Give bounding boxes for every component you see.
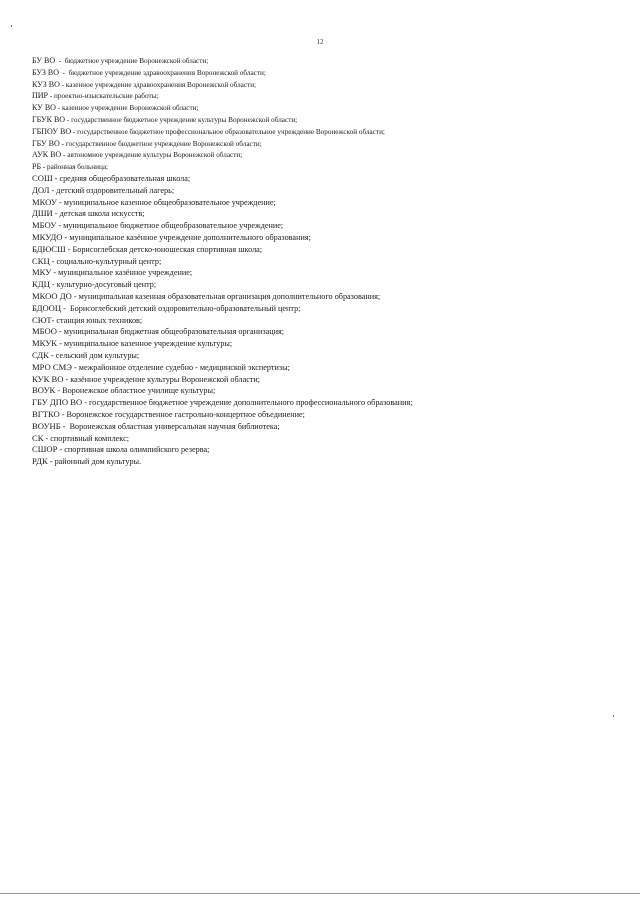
abbreviation-entry xyxy=(32,385,622,397)
abbreviation-term: СДК xyxy=(32,349,49,360)
abbreviation-entry xyxy=(32,374,622,386)
abbreviation-entry xyxy=(32,326,622,338)
abbreviation-separator: - xyxy=(55,386,63,396)
abbreviation-definition: проектно-изыскательские работы; xyxy=(54,92,159,101)
abbreviation-separator: - xyxy=(59,409,67,419)
abbreviation-term: МРО СМЭ xyxy=(32,361,72,372)
abbreviation-entry xyxy=(32,362,622,374)
abbreviation-term: ДОЛ xyxy=(32,184,50,195)
abbreviation-definition: социально-культурный центр; xyxy=(56,256,162,266)
abbreviation-term: СОШ xyxy=(32,172,53,183)
abbreviation-term: МКОО ДО xyxy=(32,290,72,301)
abbreviation-separator: - xyxy=(52,209,60,219)
abbreviation-term: МКУК xyxy=(32,338,58,349)
abbreviation-term: РДК xyxy=(32,456,48,467)
abbreviation-term: ГБПОУ ВО xyxy=(32,126,72,136)
abbreviation-separator: - xyxy=(61,303,70,313)
abbreviation-entry xyxy=(32,267,622,279)
abbreviation-definition: Воронежская областная универсальная научная библиотека; xyxy=(69,421,280,431)
abbreviation-entry xyxy=(32,444,622,456)
abbreviation-definition: казенное учреждение здравоохранения Воронежской области; xyxy=(65,80,257,89)
abbreviation-term: РБ xyxy=(32,162,42,172)
abbreviation-entry xyxy=(32,433,622,445)
abbreviation-entry xyxy=(32,149,622,161)
abbreviation-separator: - xyxy=(65,244,73,254)
abbreviation-definition: государственное бюджетное учреждение Воронежской области; xyxy=(65,139,262,148)
abbreviation-entry xyxy=(32,279,622,291)
abbreviation-entry xyxy=(32,232,622,244)
abbreviation-separator: - xyxy=(59,139,66,148)
abbreviation-separator: - xyxy=(57,339,64,349)
abbreviation-term: БДЮСШ xyxy=(32,243,66,254)
scan-speck xyxy=(11,25,12,27)
abbreviation-definition: районная больница; xyxy=(47,163,109,172)
abbreviation-term: ВОУНБ xyxy=(32,420,61,431)
abbreviation-entry xyxy=(32,220,622,232)
abbreviation-entry xyxy=(32,291,622,303)
abbreviation-term: ПИР xyxy=(32,91,49,101)
abbreviation-term: СЮТ xyxy=(32,314,52,325)
abbreviation-definition: муниципальное казённое учреждение; xyxy=(58,268,193,278)
abbreviation-term: БУ ВО xyxy=(32,56,56,65)
abbreviation-entry xyxy=(32,244,622,256)
abbreviation-definition: бюджетное учреждение Воронежской области; xyxy=(64,57,209,65)
abbreviation-entry xyxy=(32,114,622,126)
abbreviation-definition: Воронежское областное училище культуры; xyxy=(62,386,216,396)
abbreviation-definition: детская школа искусств; xyxy=(59,209,145,219)
abbreviation-separator: - xyxy=(65,115,72,124)
abbreviation-definition: муниципальное казённое учреждение дополнительного образования; xyxy=(69,232,311,242)
abbreviation-entry xyxy=(32,126,622,138)
abbreviation-separator: - xyxy=(57,445,65,455)
abbreviation-entry xyxy=(32,55,622,67)
abbreviation-definition: Воронежское государственное гастрольно-концертное объединение; xyxy=(66,409,305,419)
abbreviation-definition: бюджетное учреждение здравоохранения Воронежской области; xyxy=(68,68,266,77)
abbreviation-term: БДООЦ xyxy=(32,302,62,313)
abbreviation-separator: - xyxy=(52,173,60,183)
abbreviation-term: ВГТКО xyxy=(32,408,60,419)
abbreviation-term: ВОУК xyxy=(32,385,56,396)
abbreviations-list xyxy=(32,55,622,468)
abbreviation-separator: - xyxy=(71,291,79,301)
abbreviation-entry xyxy=(32,409,622,421)
abbreviation-definition: казенное учреждение Воронежской области; xyxy=(61,104,199,113)
page-bottom-edge xyxy=(0,893,640,894)
abbreviation-definition: муниципальная казенная образовательная организация дополнительного образования; xyxy=(78,291,381,301)
abbreviation-definition: государственное бюджетное профессиональное образовательное учреждение Воронежской области; xyxy=(77,127,385,136)
abbreviation-separator: - xyxy=(59,68,69,77)
abbreviation-term: ГБУК ВО xyxy=(32,114,66,124)
abbreviation-definition: муниципальное казенное учреждение культуры; xyxy=(63,339,233,349)
abbreviation-entry xyxy=(32,102,622,114)
abbreviation-separator: - xyxy=(41,163,48,172)
abbreviation-separator: - xyxy=(48,92,55,101)
abbreviation-term: КУЗ ВО xyxy=(32,79,60,89)
abbreviation-term: КУ ВО xyxy=(32,103,56,113)
abbreviation-term: МКУДО xyxy=(32,231,63,242)
abbreviation-entry xyxy=(32,90,622,102)
abbreviation-definition: станция юных техников; xyxy=(56,315,143,325)
abbreviation-separator: - xyxy=(63,374,71,384)
abbreviation-definition: государственное бюджетное учреждение дополнительного профессионального образования; xyxy=(89,398,413,408)
abbreviation-definition: культурно-досуговый центр; xyxy=(56,280,157,290)
abbreviation-term: МБОО xyxy=(32,326,57,337)
abbreviation-term: АУК ВО xyxy=(32,150,62,160)
abbreviation-entry xyxy=(32,138,622,150)
abbreviation-separator: - xyxy=(48,350,56,360)
abbreviation-definition: казённое учреждение культуры Воронежской области; xyxy=(70,374,261,384)
abbreviation-term: МБОУ xyxy=(32,220,57,231)
abbreviation-entry xyxy=(32,456,622,468)
abbreviation-separator: - xyxy=(60,421,70,431)
abbreviation-separator: - xyxy=(59,80,66,89)
abbreviation-entry xyxy=(32,338,622,350)
abbreviation-separator: - xyxy=(56,197,64,207)
abbreviation-term: ГБУ ДПО ВО xyxy=(32,397,83,408)
abbreviation-separator: - xyxy=(71,127,78,136)
abbreviation-entry xyxy=(32,185,622,197)
abbreviation-separator: - xyxy=(49,280,57,290)
abbreviation-separator: - xyxy=(55,104,62,113)
abbreviation-separator: - xyxy=(55,57,65,65)
abbreviation-definition: спортивная школа олимпийского резерва; xyxy=(64,445,210,455)
abbreviation-separator: - xyxy=(49,256,57,266)
abbreviation-definition: сельский дом культуры; xyxy=(55,350,140,360)
abbreviation-definition: средняя общеобразовательная школа; xyxy=(59,173,191,183)
abbreviation-term: КДЦ xyxy=(32,279,50,290)
abbreviation-entry xyxy=(32,161,622,173)
abbreviation-definition: муниципальное бюджетное общеобразовательное учреждение; xyxy=(63,221,284,231)
abbreviation-separator: - xyxy=(49,185,57,195)
abbreviation-definition: Борисоглебский детский оздоровительно-образовательный центр; xyxy=(69,303,301,313)
abbreviation-separator: - xyxy=(47,457,55,467)
abbreviation-definition: детский оздоровительный лагерь; xyxy=(56,185,175,195)
abbreviation-definition: муниципальная бюджетная общеобразовательная организация; xyxy=(63,327,285,337)
abbreviation-separator: - xyxy=(56,221,64,231)
abbreviation-entry xyxy=(32,315,622,327)
abbreviation-definition: межрайонное отделение судебно - медицинской экспертизы; xyxy=(78,362,290,372)
abbreviation-entry xyxy=(32,421,622,433)
abbreviation-entry xyxy=(32,79,622,91)
abbreviation-definition: муниципальное казенное общеобразовательное учреждение; xyxy=(63,197,276,207)
abbreviation-term: СКЦ xyxy=(32,255,50,266)
page-number: 12 xyxy=(316,38,324,46)
abbreviation-term: БУЗ ВО xyxy=(32,67,59,77)
abbreviation-term: МКОУ xyxy=(32,196,57,207)
abbreviation-separator: - xyxy=(51,268,59,278)
abbreviation-entry xyxy=(32,397,622,409)
abbreviation-entry xyxy=(32,67,622,79)
scan-speck xyxy=(613,715,614,717)
abbreviation-separator: - xyxy=(51,315,57,325)
abbreviation-term: СШОР xyxy=(32,444,58,455)
abbreviation-term: МКУ xyxy=(32,267,52,278)
abbreviation-definition: государственное бюджетное учреждение культуры Воронежской области; xyxy=(71,115,298,124)
abbreviation-term: ДШИ xyxy=(32,208,53,219)
abbreviation-definition: районный дом культуры. xyxy=(54,457,142,467)
abbreviation-separator: - xyxy=(62,232,70,242)
abbreviation-entry xyxy=(32,208,622,220)
abbreviation-term: СК xyxy=(32,432,44,443)
abbreviation-term: ГБУ ВО xyxy=(32,138,60,148)
abbreviation-entry xyxy=(32,303,622,315)
abbreviation-entry xyxy=(32,173,622,185)
abbreviation-separator: - xyxy=(43,433,51,443)
abbreviation-separator: - xyxy=(61,151,68,160)
abbreviation-definition: Борисоглебская детско-юношеская спортивная школа; xyxy=(72,244,263,254)
abbreviation-definition: спортивный комплекс; xyxy=(50,433,129,443)
abbreviation-entry xyxy=(32,197,622,209)
abbreviation-term: КУК ВО xyxy=(32,373,64,384)
abbreviation-separator: - xyxy=(82,398,90,408)
abbreviation-definition: автономное учреждение культуры Воронежской области; xyxy=(67,151,243,160)
abbreviation-entry xyxy=(32,256,622,268)
abbreviation-entry xyxy=(32,350,622,362)
abbreviation-separator: - xyxy=(56,327,64,337)
abbreviation-separator: - xyxy=(71,362,79,372)
